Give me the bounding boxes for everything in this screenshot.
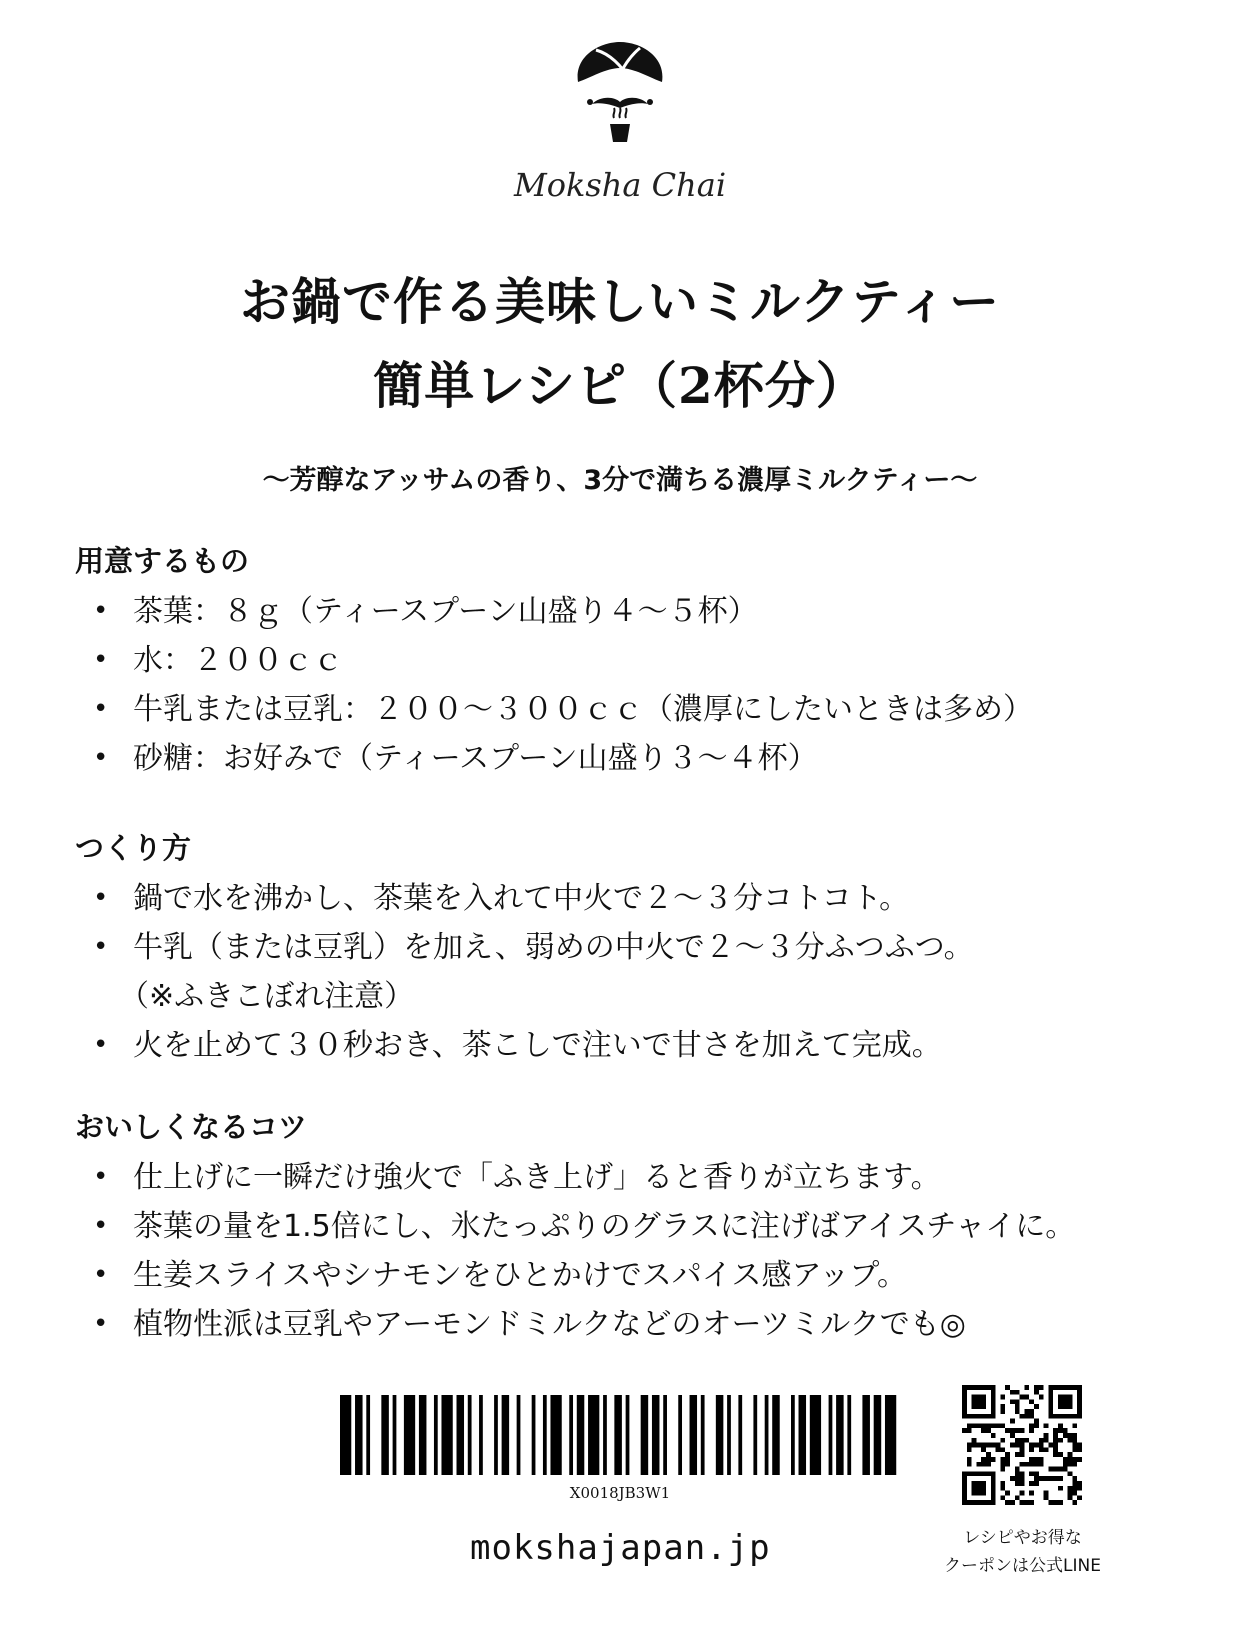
qr-module bbox=[1058, 1500, 1063, 1505]
qr-module bbox=[1068, 1457, 1073, 1462]
barcode-bar bbox=[434, 1395, 438, 1475]
qr-module bbox=[1058, 1395, 1072, 1409]
qr-module bbox=[1034, 1390, 1039, 1395]
qr-module bbox=[1039, 1443, 1044, 1448]
list-item: • 生姜スライスやシナモンをひとかけでスパイス感アップ。 bbox=[75, 1251, 1195, 1300]
qr-module bbox=[1010, 1500, 1015, 1505]
tips-list bbox=[75, 1153, 1195, 1349]
qr-module bbox=[1029, 1491, 1034, 1496]
qr-module bbox=[1053, 1447, 1058, 1452]
barcode-bar bbox=[441, 1395, 452, 1475]
qr-module bbox=[1020, 1476, 1025, 1481]
barcode-bar bbox=[738, 1395, 742, 1475]
qr-module bbox=[1048, 1443, 1053, 1448]
qr-module bbox=[1058, 1423, 1063, 1428]
barcode-bar bbox=[419, 1395, 427, 1475]
barcode-bar bbox=[690, 1395, 698, 1475]
qr-module bbox=[1034, 1476, 1039, 1481]
qr-module bbox=[1068, 1462, 1073, 1467]
qr-module bbox=[1068, 1486, 1073, 1491]
qr-module bbox=[986, 1452, 991, 1457]
qr-module bbox=[1063, 1433, 1068, 1438]
barcode-bar bbox=[791, 1395, 795, 1475]
qr-module bbox=[1063, 1467, 1068, 1472]
qr-module bbox=[967, 1462, 972, 1467]
list-item: • 砂糖：お好みで（ティースプーン山盛り３〜４杯） bbox=[75, 734, 1195, 783]
barcode-bar bbox=[532, 1395, 536, 1475]
qr-module bbox=[1024, 1409, 1029, 1414]
ingredients-section bbox=[75, 541, 1195, 783]
list-item: • 茶葉：８ｇ（ティースプーン山盛り４〜５杯） bbox=[75, 587, 1195, 636]
qr-module bbox=[1000, 1486, 1005, 1491]
bullet-icon: • bbox=[93, 694, 109, 724]
qr-module bbox=[1029, 1399, 1034, 1404]
qr-module bbox=[1053, 1428, 1058, 1433]
qr-module bbox=[1000, 1467, 1005, 1472]
qr-module bbox=[1039, 1476, 1044, 1481]
barcode-bar bbox=[765, 1395, 769, 1475]
qr-module bbox=[972, 1423, 977, 1428]
barcode-bar bbox=[663, 1395, 667, 1475]
barcode-bar bbox=[701, 1395, 705, 1475]
qr-module bbox=[1000, 1481, 1005, 1486]
qr-module bbox=[1029, 1423, 1034, 1428]
qr-module bbox=[996, 1423, 1001, 1428]
qr-module bbox=[1005, 1500, 1010, 1505]
barcode-bar bbox=[569, 1395, 573, 1475]
qr-module bbox=[986, 1428, 991, 1433]
qr-module bbox=[1005, 1457, 1010, 1462]
qr-module bbox=[981, 1462, 986, 1467]
list-item: • 火を止めて３０秒おき、茶こしで注いで甘さを加えて完成。 bbox=[75, 1021, 1195, 1070]
qr-module bbox=[1005, 1491, 1010, 1496]
qr-module bbox=[1029, 1481, 1034, 1486]
qr-module bbox=[1020, 1443, 1025, 1448]
qr-module bbox=[1015, 1390, 1020, 1395]
qr-module bbox=[1039, 1462, 1044, 1467]
qr-module bbox=[1072, 1447, 1077, 1452]
qr-module bbox=[1039, 1438, 1044, 1443]
barcode-bar bbox=[517, 1395, 521, 1475]
qr-module bbox=[972, 1481, 986, 1495]
qr-module bbox=[981, 1457, 986, 1462]
qr-module bbox=[1048, 1476, 1053, 1481]
qr-module bbox=[967, 1447, 972, 1452]
qr-module bbox=[1048, 1467, 1053, 1472]
qr-module bbox=[981, 1447, 986, 1452]
qr-module bbox=[976, 1423, 981, 1428]
qr-module bbox=[1058, 1486, 1063, 1491]
bullet-icon: • bbox=[93, 1309, 109, 1339]
barcode-bar bbox=[885, 1395, 896, 1475]
qr-code-icon bbox=[962, 1385, 1082, 1505]
qr-module bbox=[1020, 1438, 1025, 1443]
qr-module bbox=[1010, 1433, 1015, 1438]
qr-module bbox=[1005, 1462, 1010, 1467]
qr-module bbox=[1034, 1385, 1039, 1390]
barcode-bar bbox=[641, 1395, 649, 1475]
barcode-bar bbox=[543, 1395, 547, 1475]
qr-module bbox=[1077, 1495, 1082, 1500]
qr-module bbox=[1015, 1443, 1020, 1448]
qr-module bbox=[1072, 1481, 1077, 1486]
qr-module bbox=[1024, 1438, 1029, 1443]
qr-module bbox=[1063, 1428, 1068, 1433]
barcode-bar bbox=[829, 1395, 833, 1475]
barcode-bar bbox=[457, 1395, 465, 1475]
qr-module bbox=[1020, 1414, 1025, 1419]
qr-module bbox=[1020, 1395, 1025, 1400]
qr-module bbox=[1072, 1457, 1077, 1462]
qr-module bbox=[1058, 1467, 1063, 1472]
step-note: （※ふきこぼれ注意） bbox=[119, 979, 415, 1014]
qr-module bbox=[967, 1443, 972, 1448]
barcode-text: X0018JB3W1 bbox=[569, 1484, 671, 1502]
qr-module bbox=[1077, 1486, 1082, 1491]
qr-module bbox=[1010, 1390, 1015, 1395]
qr-module bbox=[1034, 1471, 1039, 1476]
qr-module bbox=[981, 1423, 986, 1428]
qr-module bbox=[1068, 1491, 1073, 1496]
qr-module bbox=[1010, 1443, 1015, 1448]
barcode-bar bbox=[716, 1395, 724, 1475]
bullet-icon: • bbox=[93, 1162, 109, 1192]
qr-module bbox=[986, 1462, 991, 1467]
qr-module bbox=[1053, 1500, 1058, 1505]
barcode-bar bbox=[652, 1395, 660, 1475]
qr-module bbox=[1068, 1438, 1073, 1443]
qr-module bbox=[1063, 1457, 1068, 1462]
barcode-bar bbox=[393, 1395, 397, 1475]
qr-module bbox=[1015, 1481, 1020, 1486]
steps-section bbox=[75, 828, 1195, 1070]
barcode-bar bbox=[614, 1395, 622, 1475]
list-item: • 牛乳（または豆乳）を加え、弱めの中火で２〜３分ふつふつ。 （※ふきこぼれ注意） bbox=[75, 923, 1195, 1021]
qr-module bbox=[967, 1457, 972, 1462]
barcode-bar bbox=[678, 1395, 682, 1475]
barcode-bar bbox=[847, 1395, 851, 1475]
qr-module bbox=[1015, 1495, 1020, 1500]
qr-module bbox=[1053, 1467, 1058, 1472]
barcode-bar bbox=[479, 1395, 483, 1475]
qr-module bbox=[1068, 1471, 1073, 1476]
qr-module bbox=[1020, 1471, 1025, 1476]
steps-list bbox=[75, 874, 1195, 1070]
qr-module bbox=[1044, 1447, 1049, 1452]
barcode-bar bbox=[577, 1395, 585, 1475]
barcode-bar bbox=[550, 1395, 561, 1475]
qr-module bbox=[1000, 1404, 1005, 1409]
qr-module bbox=[1053, 1438, 1058, 1443]
qr-module bbox=[1020, 1447, 1025, 1452]
page-title-line1: お鍋で作る美味しいミルクティー bbox=[240, 272, 1000, 331]
qr-module bbox=[991, 1433, 996, 1438]
barcode-bar bbox=[874, 1395, 882, 1475]
qr-caption-line1: レシピやお得な bbox=[963, 1528, 1082, 1548]
qr-module bbox=[1029, 1409, 1034, 1414]
qr-module bbox=[1020, 1481, 1025, 1486]
qr-module bbox=[1029, 1428, 1034, 1433]
qr-module bbox=[1000, 1438, 1005, 1443]
qr-module bbox=[1015, 1452, 1020, 1457]
qr-module bbox=[1029, 1414, 1034, 1419]
qr-module bbox=[986, 1443, 991, 1448]
qr-module bbox=[1020, 1500, 1025, 1505]
qr-module bbox=[1072, 1491, 1077, 1496]
barcode-bar bbox=[502, 1395, 510, 1475]
qr-module bbox=[1015, 1428, 1020, 1433]
qr-module bbox=[967, 1423, 972, 1428]
qr-module bbox=[1000, 1409, 1005, 1414]
barcode-bar bbox=[340, 1395, 351, 1475]
qr-module bbox=[1005, 1385, 1010, 1390]
qr-module bbox=[1044, 1476, 1049, 1481]
barcode-bar bbox=[366, 1395, 370, 1475]
qr-module bbox=[1044, 1491, 1049, 1496]
qr-module bbox=[1044, 1433, 1049, 1438]
qr-module bbox=[1053, 1452, 1058, 1457]
qr-module bbox=[1034, 1481, 1039, 1486]
bullet-icon: • bbox=[93, 596, 109, 626]
bullet-icon: • bbox=[93, 1030, 109, 1060]
qr-caption-line2: クーポンは公式LINE bbox=[944, 1556, 1101, 1576]
barcode-bar bbox=[355, 1395, 363, 1475]
qr-module bbox=[1072, 1462, 1077, 1467]
bullet-icon: • bbox=[93, 645, 109, 675]
qr-module bbox=[1034, 1443, 1039, 1448]
qr-module bbox=[1072, 1433, 1077, 1438]
website-url: mokshajapan.jp bbox=[470, 1528, 771, 1568]
tips-section bbox=[75, 1107, 1195, 1349]
qr-module bbox=[972, 1438, 977, 1443]
barcode-bar bbox=[753, 1395, 757, 1475]
qr-module bbox=[1020, 1428, 1025, 1433]
qr-module bbox=[1077, 1457, 1082, 1462]
qr-module bbox=[981, 1443, 986, 1448]
qr-module bbox=[1029, 1500, 1034, 1505]
qr-module bbox=[976, 1462, 981, 1467]
list-item: • 牛乳または豆乳：２００〜３００ｃｃ（濃厚にしたいときは多め） bbox=[75, 685, 1195, 734]
qr-module bbox=[1053, 1476, 1058, 1481]
qr-caption bbox=[925, 1524, 1120, 1580]
qr-module bbox=[1039, 1395, 1044, 1400]
qr-module bbox=[1058, 1428, 1063, 1433]
qr-module bbox=[1029, 1443, 1034, 1448]
brand-name: Moksha Chai bbox=[513, 166, 727, 204]
qr-module bbox=[1068, 1452, 1073, 1457]
qr-module bbox=[1058, 1438, 1063, 1443]
qr-module bbox=[1058, 1452, 1063, 1457]
qr-module bbox=[1077, 1481, 1082, 1486]
qr-module bbox=[996, 1443, 1001, 1448]
qr-module bbox=[1015, 1467, 1020, 1472]
qr-module bbox=[1034, 1462, 1039, 1467]
qr-module bbox=[986, 1423, 991, 1428]
qr-module bbox=[1034, 1457, 1039, 1462]
qr-module bbox=[1072, 1500, 1077, 1505]
barcode-bar bbox=[603, 1395, 607, 1475]
qr-module bbox=[1005, 1428, 1010, 1433]
qr-module bbox=[1039, 1447, 1044, 1452]
qr-module bbox=[1072, 1423, 1077, 1428]
list-item: • 植物性派は豆乳やアーモンドミルクなどのオーツミルクでも◎ bbox=[75, 1300, 1195, 1349]
qr-module bbox=[1015, 1399, 1020, 1404]
qr-module bbox=[1072, 1438, 1077, 1443]
barcode-bar bbox=[626, 1395, 630, 1475]
qr-module bbox=[981, 1428, 986, 1433]
qr-module bbox=[1024, 1395, 1029, 1400]
bullet-icon: • bbox=[93, 1211, 109, 1241]
qr-module bbox=[1005, 1452, 1010, 1457]
qr-module bbox=[1077, 1447, 1082, 1452]
qr-module bbox=[1024, 1462, 1029, 1467]
qr-module bbox=[1000, 1457, 1005, 1462]
barcode-bar bbox=[862, 1395, 870, 1475]
subtitle: 〜芳醇なアッサムの香り、3分で満ちる濃厚ミルクティー〜 bbox=[262, 465, 978, 496]
qr-module bbox=[1029, 1457, 1034, 1462]
qr-module bbox=[1058, 1476, 1063, 1481]
ingredients-list bbox=[75, 587, 1195, 783]
list-item: • 茶葉の量を1.5倍にし、氷たっぷりのグラスに注げばアイスチャイに。 bbox=[75, 1202, 1195, 1251]
qr-module bbox=[1015, 1438, 1020, 1443]
qr-module bbox=[1010, 1399, 1015, 1404]
qr-module bbox=[1000, 1395, 1005, 1400]
bullet-icon: • bbox=[93, 932, 109, 962]
qr-module bbox=[1000, 1447, 1005, 1452]
list-item: • 鍋で水を沸かし、茶葉を入れて中火で２〜３分コトコト。 bbox=[75, 874, 1195, 923]
qr-module bbox=[1010, 1428, 1015, 1433]
qr-module bbox=[1015, 1471, 1020, 1476]
page-title-line2: 簡単レシピ（2杯分） bbox=[373, 356, 867, 415]
bullet-icon: • bbox=[93, 743, 109, 773]
qr-module bbox=[1039, 1457, 1044, 1462]
qr-module bbox=[976, 1443, 981, 1448]
qr-module bbox=[1020, 1462, 1025, 1467]
qr-module bbox=[1063, 1462, 1068, 1467]
qr-module bbox=[996, 1447, 1001, 1452]
qr-module bbox=[1024, 1500, 1029, 1505]
qr-module bbox=[1068, 1433, 1073, 1438]
qr-module bbox=[1024, 1385, 1029, 1390]
qr-module bbox=[1053, 1433, 1058, 1438]
steps-heading: つくり方 bbox=[75, 831, 192, 865]
ingredients-heading: 用意するもの bbox=[75, 544, 250, 578]
barcode-bar bbox=[468, 1395, 472, 1475]
list-item: • 水：２００ｃｃ bbox=[75, 636, 1195, 685]
qr-module bbox=[1029, 1462, 1034, 1467]
qr-module bbox=[1015, 1409, 1020, 1414]
qr-module bbox=[1000, 1423, 1005, 1428]
qr-module bbox=[1044, 1423, 1049, 1428]
qr-module bbox=[962, 1428, 967, 1433]
qr-module bbox=[1015, 1476, 1020, 1481]
brand-logo-icon bbox=[570, 38, 670, 148]
qr-module bbox=[967, 1428, 972, 1433]
tips-heading: おいしくなるコツ bbox=[75, 1110, 308, 1144]
qr-module bbox=[1010, 1419, 1015, 1424]
barcode-bar bbox=[381, 1395, 389, 1475]
qr-module bbox=[1044, 1495, 1049, 1500]
qr-module bbox=[1072, 1443, 1077, 1448]
qr-module bbox=[1015, 1404, 1020, 1409]
qr-module bbox=[1029, 1471, 1034, 1476]
bullet-icon: • bbox=[93, 1260, 109, 1290]
qr-module bbox=[991, 1443, 996, 1448]
qr-module bbox=[1024, 1414, 1029, 1419]
qr-module bbox=[1044, 1438, 1049, 1443]
qr-module bbox=[1072, 1476, 1077, 1481]
qr-module bbox=[1034, 1404, 1039, 1409]
barcode-icon bbox=[340, 1395, 900, 1475]
qr-module bbox=[1034, 1419, 1039, 1424]
qr-module bbox=[986, 1457, 991, 1462]
qr-module bbox=[1068, 1495, 1073, 1500]
qr-module bbox=[1000, 1495, 1005, 1500]
qr-module bbox=[991, 1423, 996, 1428]
barcode-bar bbox=[727, 1395, 731, 1475]
barcode-bar bbox=[772, 1395, 780, 1475]
barcode-bar bbox=[799, 1395, 807, 1475]
qr-module bbox=[1077, 1443, 1082, 1448]
qr-module bbox=[972, 1395, 986, 1409]
qr-module bbox=[1029, 1447, 1034, 1452]
bullet-icon: • bbox=[93, 883, 109, 913]
qr-module bbox=[1053, 1443, 1058, 1448]
qr-module bbox=[1048, 1500, 1053, 1505]
qr-module bbox=[1020, 1491, 1025, 1496]
qr-module bbox=[1034, 1423, 1039, 1428]
qr-module bbox=[1000, 1462, 1005, 1467]
qr-module bbox=[1072, 1486, 1077, 1491]
qr-module bbox=[1039, 1385, 1044, 1390]
list-item: • 仕上げに一瞬だけ強火で「ふき上げ」ると香りが立ちます。 bbox=[75, 1153, 1195, 1202]
barcode-bar bbox=[404, 1395, 415, 1475]
qr-module bbox=[991, 1457, 996, 1462]
barcode-bar bbox=[810, 1395, 821, 1475]
barcode-bar bbox=[836, 1395, 844, 1475]
barcode-bar bbox=[494, 1395, 498, 1475]
qr-module bbox=[972, 1443, 977, 1448]
qr-module bbox=[1020, 1452, 1025, 1457]
barcode-bar bbox=[588, 1395, 599, 1475]
qr-module bbox=[1010, 1476, 1015, 1481]
